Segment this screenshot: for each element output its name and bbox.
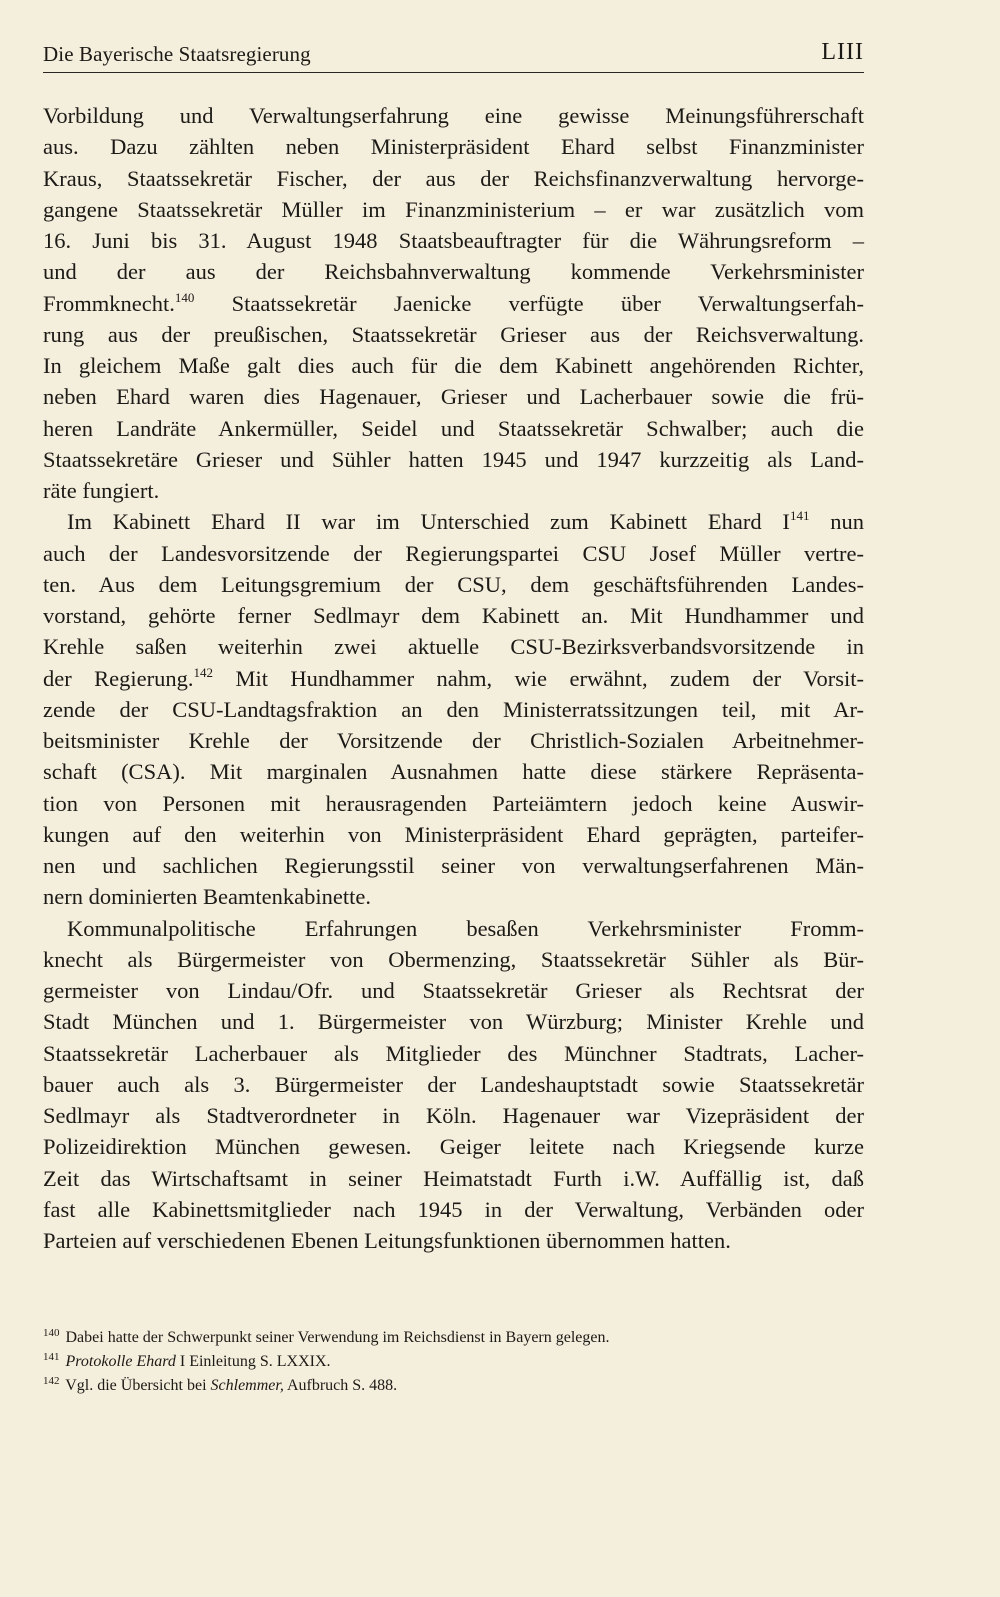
text-run: Staatssekretäre Grieser und Sühler hatten 1945 und 1947 kurzzeitig als Land- xyxy=(43,446,864,472)
text-line xyxy=(43,194,864,225)
text-run: und der aus der Reichsbahnverwaltung kommende Verkehrsminister xyxy=(43,259,864,285)
text-run: Staatssekretär Lacherbauer als Mitglieder des Münchner Stadtrats, Lacher- xyxy=(43,1040,864,1066)
footnote-marker: 142 xyxy=(43,1375,60,1387)
text-run: Kraus, Staatssekretär Fischer, der aus der Reichsfinanzverwaltung hervorge- xyxy=(43,165,864,191)
text-line xyxy=(43,225,864,256)
text-run: Krehle saßen weiterhin zwei aktuelle CSU-Bezirksverbandsvorsitzende in xyxy=(43,634,864,660)
text-line xyxy=(43,350,864,381)
text-run: gangene Staatssekretär Müller im Finanzministerium – er war zusätzlich vom xyxy=(43,196,864,222)
text-run: knecht als Bürgermeister von Obermenzing, Staatssekretär Sühler als Bür- xyxy=(43,946,864,972)
footnotes xyxy=(43,1326,864,1398)
paragraph xyxy=(43,100,864,506)
text-run: Staatssekretär Jaenicke verfügte über Verwaltungserfah- xyxy=(194,290,864,316)
text-line xyxy=(43,850,864,881)
text-line xyxy=(43,569,864,600)
italic-text: Protokolle Ehard xyxy=(65,1353,176,1370)
text-run: kungen auf den weiterhin von Ministerpräsident Ehard geprägten, parteifer- xyxy=(43,821,864,847)
text-line xyxy=(43,694,864,725)
text-line xyxy=(43,538,864,569)
text-run: Frommknecht. xyxy=(43,290,175,316)
body-text xyxy=(43,100,864,1256)
text-run: Stadt München und 1. Bürgermeister von Würzburg; Minister Krehle und xyxy=(43,1009,864,1035)
text-run: nern dominierten Beamtenkabinette. xyxy=(43,884,372,910)
text-run: ten. Aus dem Leitungsgremium der CSU, dem geschäftsführenden Landes- xyxy=(43,571,864,597)
footnote xyxy=(43,1350,864,1374)
text-run: Vgl. die Übersicht bei xyxy=(61,1377,211,1394)
footnote xyxy=(43,1374,864,1398)
footnote-marker: 142 xyxy=(193,664,214,680)
footnote-marker: 140 xyxy=(43,1327,60,1339)
paragraph xyxy=(43,913,864,1257)
footnote-marker: 141 xyxy=(43,1351,60,1363)
text-run: nun xyxy=(809,509,864,535)
text-line xyxy=(43,819,864,850)
text-line xyxy=(43,1006,864,1037)
paragraph xyxy=(43,506,864,912)
text-line xyxy=(43,163,864,194)
footnote xyxy=(43,1326,864,1350)
text-line xyxy=(43,631,864,662)
text-line xyxy=(43,475,864,506)
footnote-marker: 141 xyxy=(789,508,810,524)
text-run: beitsminister Krehle der Vorsitzende der Christlich-Sozialen Arbeitnehmer- xyxy=(43,728,864,753)
text-line xyxy=(43,975,864,1006)
text-line xyxy=(43,725,864,756)
text-run: Sedlmayr als Stadtverordneter in Köln. Hagenauer war Vizepräsident der xyxy=(43,1103,864,1128)
text-line xyxy=(43,506,864,537)
text-run: auch der Landesvorsitzende der Regierungspartei CSU Josef Müller vertre- xyxy=(43,540,864,566)
running-head-title: Die Bayerische Staatsregierung xyxy=(43,42,311,66)
text-line xyxy=(43,913,864,944)
text-line xyxy=(43,788,864,819)
text-run: aus. Dazu zählten neben Ministerpräsident Ehard selbst Finanzminister xyxy=(43,134,864,160)
text-run: schaft (CSA). Mit marginalen Ausnahmen hatte diese stärkere Repräsenta- xyxy=(43,759,864,785)
text-run: tion von Personen mit herausragenden Parteiämtern jedoch keine Auswir- xyxy=(43,790,864,816)
text-line xyxy=(43,100,864,131)
text-run: vorstand, gehörte ferner Sedlmayr dem Kabinett an. Mit Hundhammer und xyxy=(43,603,864,628)
text-run: Parteien auf verschiedenen Ebenen Leitungsfunktionen übernommen hatten. xyxy=(43,1228,731,1253)
text-run: Aufbruch S. 488. xyxy=(283,1377,398,1394)
text-line xyxy=(43,881,864,912)
text-run: fast alle Kabinettsmitglieder nach 1945 in der Verwaltung, Verbänden oder xyxy=(43,1196,864,1222)
text-run: heren Landräte Ankermüller, Seidel und Staatssekretär Schwalber; auch die xyxy=(43,415,864,441)
text-run: zende der CSU-Landtagsfraktion an den Ministerratssitzungen teil, mit Ar- xyxy=(43,696,864,722)
text-line xyxy=(43,131,864,162)
text-run: rung aus der preußischen, Staatssekretär Grieser aus der Reichsverwaltung. xyxy=(43,321,864,347)
text-line xyxy=(43,256,864,287)
text-line xyxy=(43,1225,864,1256)
text-run: Zeit das Wirtschaftsamt in seiner Heimatstadt Furth i.W. Auffällig ist, daß xyxy=(43,1165,864,1191)
running-head xyxy=(43,38,864,73)
page-number: LIII xyxy=(821,39,864,65)
text-line xyxy=(43,413,864,444)
text-run: 16. Juni bis 31. August 1948 Staatsbeauftragter für die Währungsreform – xyxy=(43,228,864,253)
italic-text: Schlemmer, xyxy=(210,1377,284,1394)
text-line xyxy=(43,756,864,787)
text-run: In gleichem Maße galt dies auch für die dem Kabinett angehörenden Richter, xyxy=(43,353,864,378)
text-line xyxy=(43,1194,864,1225)
text-line xyxy=(43,1100,864,1131)
text-line xyxy=(43,1131,864,1162)
text-run: neben Ehard waren dies Hagenauer, Grieser und Lacherbauer sowie die frü- xyxy=(43,384,864,410)
text-run: I Einleitung S. LXXIX. xyxy=(175,1353,331,1370)
text-line xyxy=(43,319,864,350)
footnote-marker: 140 xyxy=(174,289,195,305)
text-line xyxy=(43,444,864,475)
text-run: Im Kabinett Ehard II war im Unterschied zum Kabinett Ehard I xyxy=(67,509,790,535)
text-line xyxy=(43,288,864,319)
text-run: Dabei hatte der Schwerpunkt seiner Verwendung im Reichsdienst in Bayern gelegen. xyxy=(61,1329,610,1346)
text-line xyxy=(43,663,864,694)
text-run: räte fungiert. xyxy=(43,478,160,503)
text-line xyxy=(43,1038,864,1069)
text-run: der Regierung. xyxy=(43,665,194,691)
text-run: nen und sachlichen Regierungsstil seiner von verwaltungserfahrenen Män- xyxy=(43,853,864,878)
text-run: germeister von Lindau/Ofr. und Staatssekretär Grieser als Rechtsrat der xyxy=(43,978,864,1003)
text-run: Mit Hundhammer nahm, wie erwähnt, zudem der Vorsit- xyxy=(213,665,864,691)
text-line xyxy=(43,944,864,975)
text-run: Vorbildung und Verwaltungserfahrung eine gewisse Meinungsführerschaft xyxy=(43,103,864,128)
text-line xyxy=(43,1163,864,1194)
text-run: Kommunalpolitische Erfahrungen besaßen Verkehrsminister Fromm- xyxy=(67,915,864,941)
text-run: Polizeidirektion München gewesen. Geiger leitete nach Kriegsende kurze xyxy=(43,1134,864,1160)
text-run: bauer auch als 3. Bürgermeister der Landeshauptstadt sowie Staatssekretär xyxy=(43,1071,864,1097)
text-line xyxy=(43,600,864,631)
text-line xyxy=(43,1069,864,1100)
text-line xyxy=(43,381,864,412)
